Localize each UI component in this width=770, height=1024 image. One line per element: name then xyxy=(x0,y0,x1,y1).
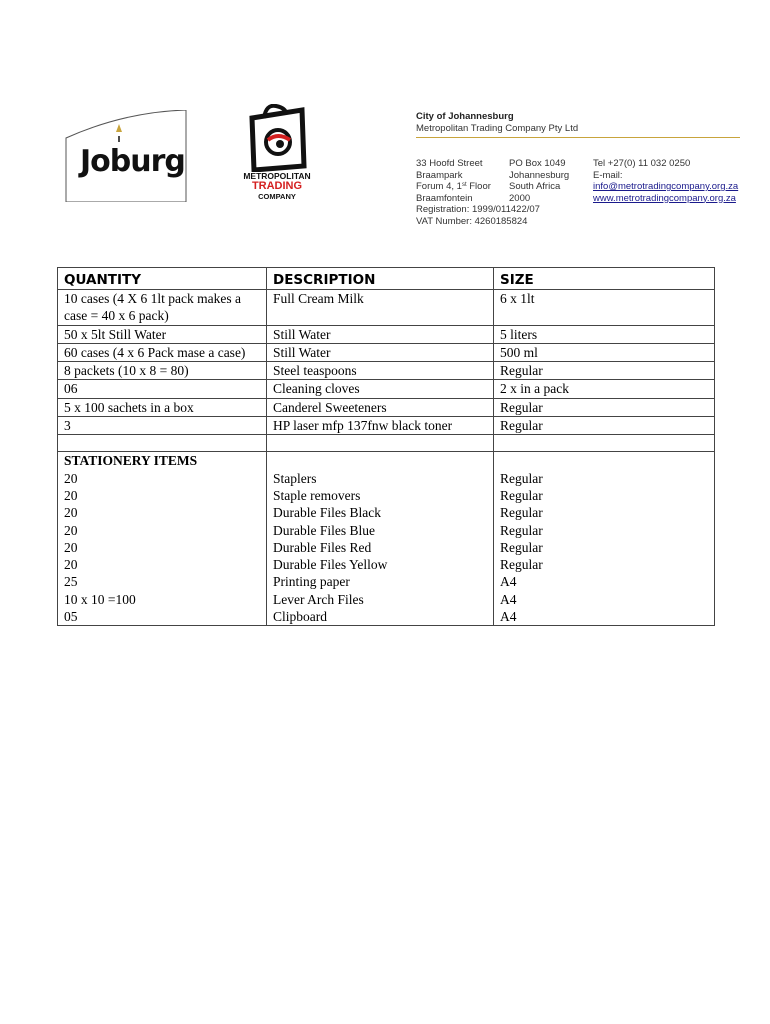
size-cell: Regular xyxy=(500,470,543,486)
quantity-cell: 06 xyxy=(58,380,267,398)
vat-number: VAT Number: 4260185824 xyxy=(416,215,528,227)
empty-cell xyxy=(494,435,715,452)
postal-address xyxy=(509,158,569,204)
description-cell: Durable Files Yellow xyxy=(273,557,388,573)
quantity-cell: 5 x 100 sachets in a box xyxy=(58,398,267,416)
address-line: PO Box 1049 xyxy=(509,158,566,169)
blank-line xyxy=(273,452,487,469)
description-cell: HP laser mfp 137fnw black toner xyxy=(267,417,494,435)
size-cell: Regular xyxy=(494,417,715,435)
address-line: 33 Hoofd Street xyxy=(416,158,483,169)
description-cell: Steel teaspoons xyxy=(267,362,494,380)
quantity-cell: 50 x 5lt Still Water xyxy=(58,325,267,343)
quantity-cell: 20 xyxy=(64,557,78,573)
size-cell: Regular xyxy=(494,362,715,380)
table-header-row xyxy=(58,268,715,290)
contact-details xyxy=(593,158,738,204)
stationery-section-row xyxy=(58,452,715,626)
size-cell: A4 xyxy=(500,591,517,607)
quantity-cell: 05 xyxy=(64,609,78,625)
address-line: 2000 xyxy=(509,192,531,204)
description-cell: Canderel Sweeteners xyxy=(267,398,494,416)
description-cell: Still Water xyxy=(267,343,494,361)
table-row xyxy=(58,380,715,398)
size-cell: A4 xyxy=(500,574,517,590)
description-header: DESCRIPTION xyxy=(267,268,494,290)
description-cell: Full Cream Milk xyxy=(267,290,494,326)
empty-cell xyxy=(58,435,267,452)
quantity-cell: 20 xyxy=(64,539,78,555)
table-row xyxy=(58,343,715,361)
quantity-cell: 20 xyxy=(64,487,78,503)
size-cell: 6 x 1lt xyxy=(494,290,715,326)
registration-info xyxy=(416,204,540,227)
size-cell: Regular xyxy=(500,505,543,521)
quantity-cell: 10 cases (4 X 6 1lt pack makes a case = 40 x 6 pack) xyxy=(58,290,267,326)
size-cell: Regular xyxy=(500,487,543,503)
address-line: Braamfontein xyxy=(416,192,473,204)
quantity-cell: 3 xyxy=(58,417,267,435)
size-cell: Regular xyxy=(500,557,543,573)
telephone: Tel +27(0) 11 032 0250 xyxy=(593,158,691,169)
company-name: Metropolitan Trading Company Pty Ltd xyxy=(416,123,579,134)
email-link[interactable]: info@metrotradingcompany.org.za xyxy=(593,181,739,192)
size-cell: 2 x in a pack xyxy=(494,380,715,398)
empty-row xyxy=(58,435,715,452)
letterhead-divider xyxy=(416,137,740,138)
joburg-logo-text: Joburg xyxy=(80,144,185,179)
letterhead xyxy=(416,111,739,227)
size-cell: 5 liters xyxy=(494,325,715,343)
items-table xyxy=(57,267,715,626)
joburg-logo xyxy=(64,110,188,202)
address-line: Braampark xyxy=(416,169,463,181)
street-address xyxy=(416,158,491,204)
description-cell: Cleaning cloves xyxy=(267,380,494,398)
section-heading: STATIONERY ITEMS xyxy=(64,453,198,469)
shopping-bag-icon xyxy=(246,104,308,172)
quantity-cell: 20 xyxy=(64,522,78,538)
table-row xyxy=(58,417,715,435)
quantity-cell: 25 xyxy=(64,574,78,590)
description-cell: Durable Files Blue xyxy=(273,522,375,538)
description-cell: Printing paper xyxy=(273,574,350,590)
address-line: Forum 4, 1st Floor xyxy=(416,181,491,192)
stationery-description-column xyxy=(267,452,494,626)
address-line: Johannesburg xyxy=(509,169,570,181)
description-cell: Lever Arch Files xyxy=(273,591,364,607)
table-row xyxy=(58,290,715,326)
size-cell: Regular xyxy=(500,539,543,555)
size-cell: A4 xyxy=(500,609,517,625)
description-cell: Staplers xyxy=(273,470,317,486)
metropolitan-trading-logo xyxy=(240,104,314,201)
size-cell: Regular xyxy=(500,522,543,538)
description-cell: Still Water xyxy=(267,325,494,343)
website-link[interactable]: www.metrotradingcompany.org.za xyxy=(593,192,736,204)
size-cell: Regular xyxy=(494,398,715,416)
quantity-cell: 8 packets (10 x 8 = 80) xyxy=(58,362,267,380)
table-row xyxy=(58,362,715,380)
mtc-logo-line3: COMPANY xyxy=(258,192,296,201)
mtc-logo-line2: TRADING xyxy=(251,180,303,192)
quantity-cell: 10 x 10 =100 xyxy=(64,591,136,607)
size-header: SIZE xyxy=(494,268,715,290)
table-row xyxy=(58,398,715,416)
description-cell: Staple removers xyxy=(273,487,361,503)
address-line: South Africa xyxy=(509,181,561,192)
size-cell: 500 ml xyxy=(494,343,715,361)
quantity-cell: 20 xyxy=(64,470,78,486)
quantity-cell: 20 xyxy=(64,505,78,521)
mtc-logo-line1: METROPOLITAN xyxy=(243,171,311,181)
quantity-header: QUANTITY xyxy=(58,268,267,290)
table-row xyxy=(58,325,715,343)
city-name: City of Johannesburg xyxy=(416,111,514,122)
description-cell: Durable Files Black xyxy=(273,505,381,521)
email-label: E-mail: xyxy=(593,169,623,181)
empty-cell xyxy=(267,435,494,452)
stationery-quantity-column xyxy=(58,452,267,626)
stationery-size-column xyxy=(494,452,715,626)
registration-number: Registration: 1999/011422/07 xyxy=(416,204,540,215)
quantity-cell: 60 cases (4 x 6 Pack mase a case) xyxy=(58,343,267,361)
blank-line xyxy=(500,452,708,469)
description-cell: Durable Files Red xyxy=(273,539,372,555)
description-cell: Clipboard xyxy=(273,609,327,625)
